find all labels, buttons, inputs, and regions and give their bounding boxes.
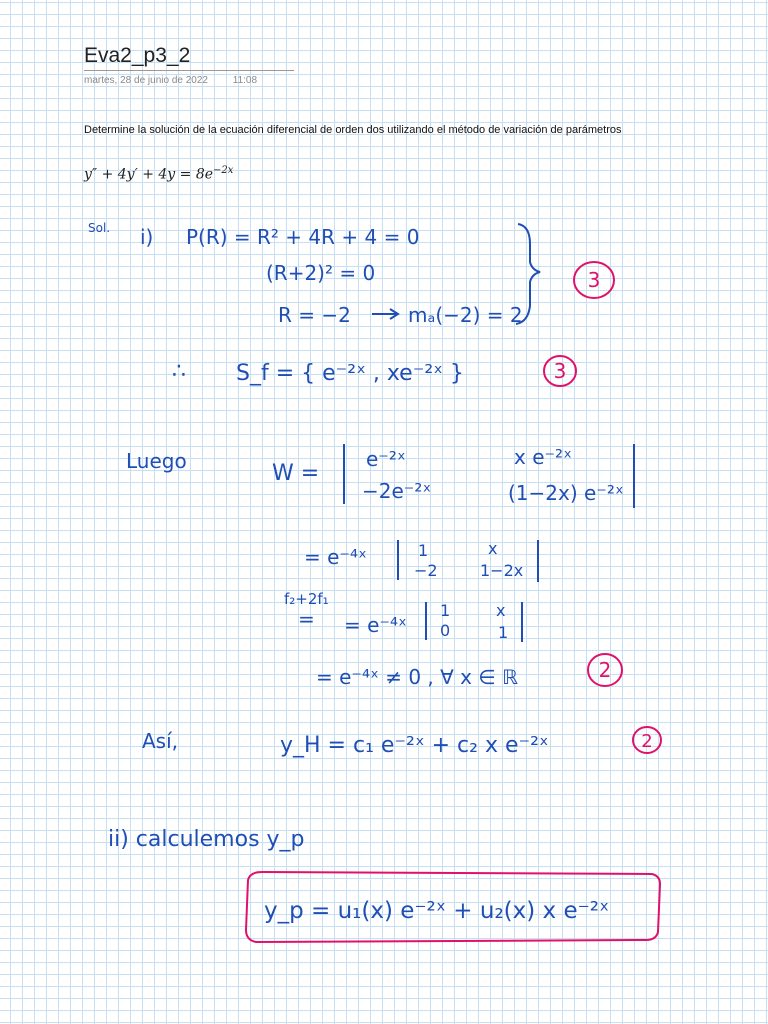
wronskian-step3-r1c2: x — [496, 601, 506, 620]
page-title: Eva2_p3_2 — [84, 44, 191, 67]
therefore-symbol: ∴ — [172, 359, 186, 384]
wronskian-r2c1: −2e⁻²ˣ — [362, 479, 432, 503]
wronskian-r1c1: e⁻²ˣ — [366, 447, 406, 471]
wronskian-step2-r2c1: −2 — [414, 561, 438, 580]
wronskian-result: = e⁻⁴ˣ ≠ 0 , ∀ x ∈ ℝ — [316, 665, 518, 689]
page-time: 11:08 — [232, 75, 258, 86]
wronskian-r1c2: x e⁻²ˣ — [514, 445, 572, 469]
sol-label: Sol. — [88, 221, 111, 235]
algebraic-multiplicity: mₐ(−2) = 2 — [408, 303, 523, 327]
wronskian-step3-factor: = e⁻⁴ˣ — [344, 613, 407, 637]
equals-sign-2: = — [298, 607, 315, 631]
problem-prompt: Determine la solución de la ecuación diferencial de orden dos utilizando el método de variación de parámetros — [84, 124, 622, 136]
wronskian-step3-r1c1: 1 — [440, 601, 451, 620]
page-date: martes, 28 de junio de 2022 — [84, 75, 208, 86]
wronskian-r2c2: (1−2x) e⁻²ˣ — [508, 481, 624, 505]
wronskian-step2-r2c2: 1−2x — [480, 561, 524, 580]
step1-label: i) — [140, 225, 154, 249]
row-operation: f₂+2f₁ — [284, 590, 329, 608]
asi-label: Así, — [142, 729, 179, 753]
grade-4: 2 — [641, 731, 653, 752]
step2-heading: ii) calculemos y_p — [108, 827, 305, 852]
wronskian-step3-r2c2: 1 — [498, 623, 509, 642]
equation-exponent: −2x — [213, 165, 234, 176]
wronskian-label: W = — [272, 461, 320, 486]
grade-2: 3 — [553, 359, 567, 383]
luego-label: Luego — [126, 449, 187, 473]
characteristic-polynomial: P(R) = R² + 4R + 4 = 0 — [186, 225, 420, 249]
wronskian-step2-r1c1: 1 — [418, 541, 429, 560]
particular-solution-form: y_p = u₁(x) e⁻²ˣ + u₂(x) x e⁻²ˣ — [264, 898, 610, 924]
factored-polynomial: (R+2)² = 0 — [266, 261, 376, 285]
wronskian-step3-r2c1: 0 — [440, 621, 451, 640]
arrow-icon — [372, 309, 398, 319]
wronskian-step2-r1c2: x — [488, 539, 498, 558]
grade-1: 3 — [587, 268, 601, 292]
equation-lhs: y″ + 4y′ + 4y = 8e — [84, 166, 214, 183]
homogeneous-solution: y_H = c₁ e⁻²ˣ + c₂ x e⁻²ˣ — [280, 733, 549, 758]
root-value: R = −2 — [278, 303, 351, 327]
grade-3: 2 — [598, 658, 612, 682]
wronskian-step2-factor: = e⁻⁴ˣ — [304, 545, 367, 569]
fundamental-set: S_f = { e⁻²ˣ , xe⁻²ˣ } — [236, 361, 464, 386]
